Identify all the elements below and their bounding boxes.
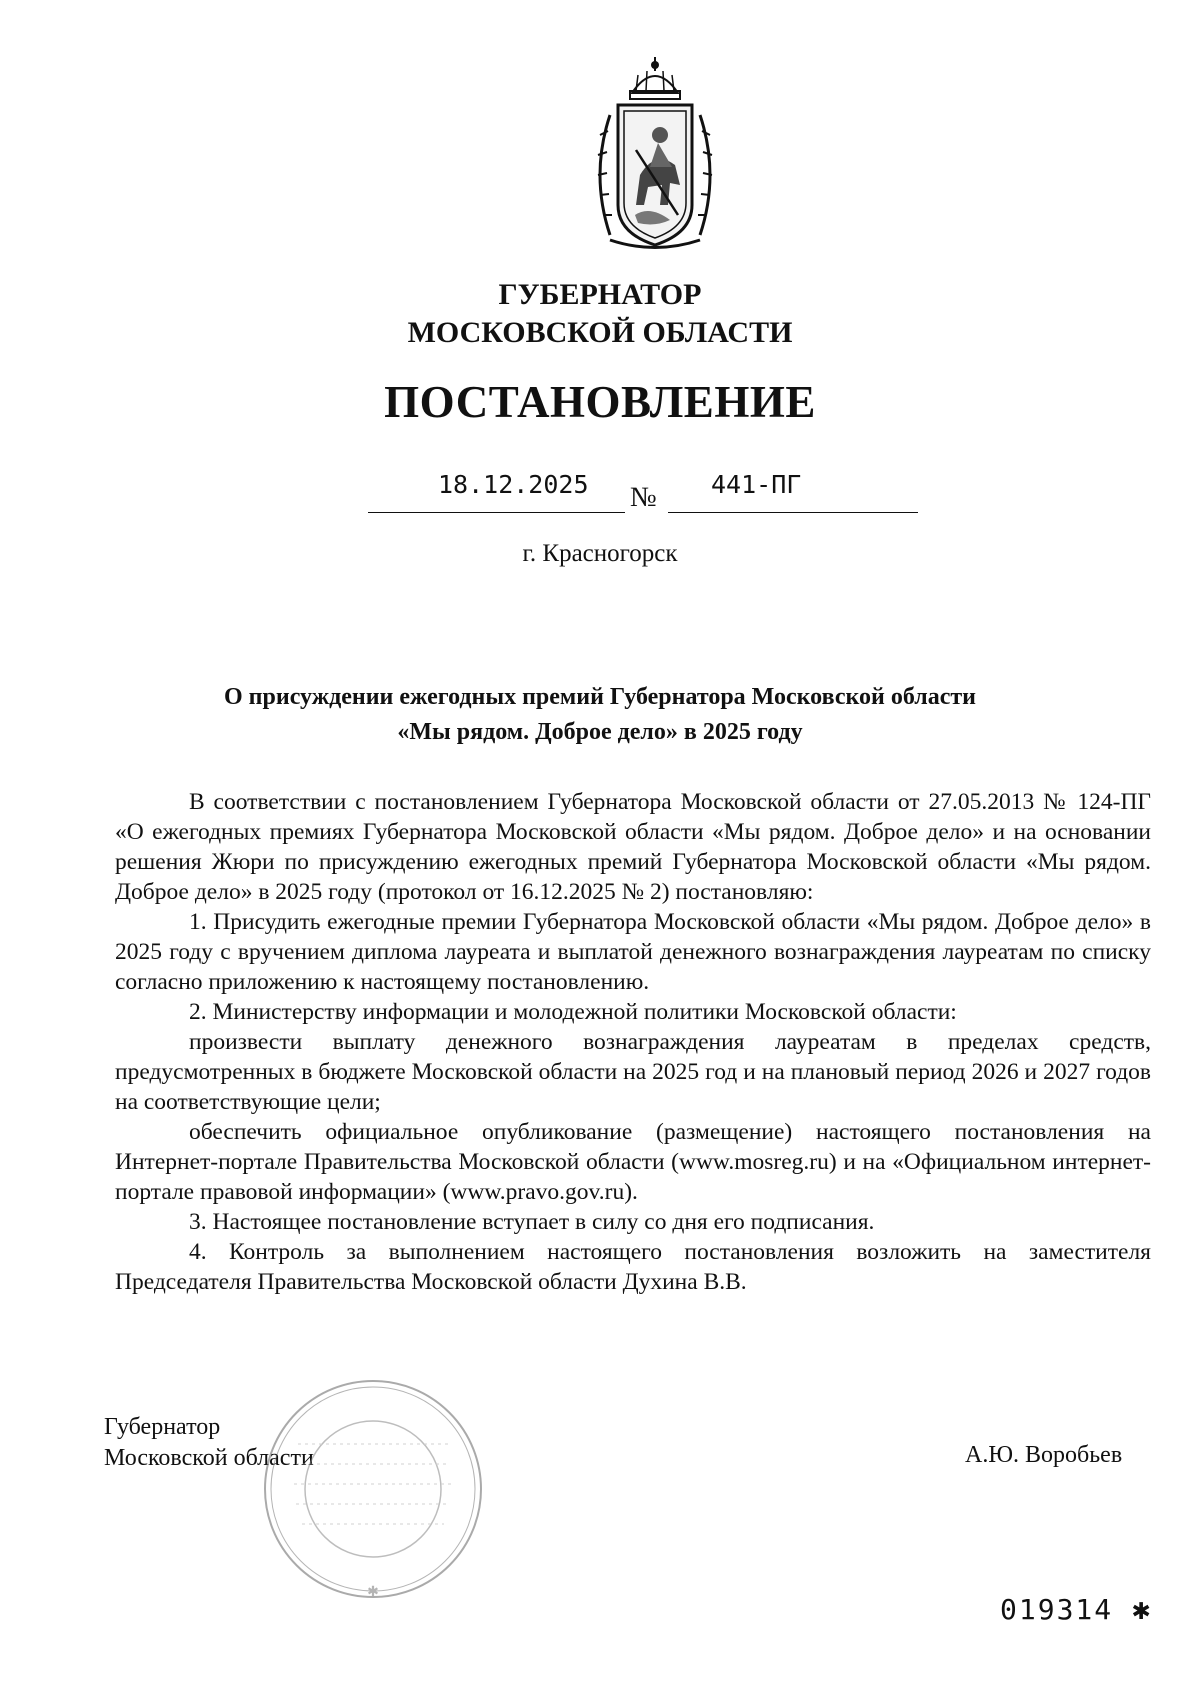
clause-3: 3. Настоящее постановление вступает в силу со дня его подписания. <box>189 1209 875 1235</box>
title-line-2: «Мы рядом. Доброе дело» в 2025 году <box>397 719 803 745</box>
preamble-paragraph: В соответствии с постановлением Губернатора Московской области от 27.05.2013 № 124-ПГ «О ежегодных премиях Губернатора Московской области «Мы рядом. Доброе дело» и на основании решения Жюри по присуждению ежегодных премий Губернатора Московской области «Мы рядом. Доброе дело» в 2025 году (протокол от 16.12.2025 № 2) постановляю: <box>115 789 1151 905</box>
serial-number-block <box>1000 1592 1152 1627</box>
registration-line <box>368 470 918 530</box>
coat-of-arms-icon <box>580 55 730 255</box>
document-number: 441-ПГ <box>711 470 802 499</box>
place-of-issue: г. Красногорск <box>522 540 678 567</box>
number-underline <box>668 512 918 513</box>
authority-line-2: МОСКОВСКОЙ ОБЛАСТИ <box>407 316 793 349</box>
authority-line-1: ГУБЕРНАТОР <box>498 278 702 311</box>
position-line-2: Московской области <box>104 1445 314 1471</box>
document-type: ПОСТАНОВЛЕНИЕ <box>384 377 816 427</box>
official-stamp <box>258 1374 488 1604</box>
clause-4: 4. Контроль за выполнением настоящего постановления возложить на заместителя Председателя Правительства Московской области Духина В.В. <box>115 1239 1151 1295</box>
serial-star-icon: ✱ <box>1132 1592 1153 1627</box>
authority-heading <box>0 276 1200 352</box>
position-line-1: Губернатор <box>104 1414 221 1440</box>
clause-1: 1. Присудить ежегодные премии Губернатора Московской области «Мы рядом. Доброе дело» в 2025 году с вручением диплома лауреата и выплатой денежного вознаграждения лауреатам по списку согласно приложению к настоящему постановлению. <box>115 909 1151 995</box>
document-date: 18.12.2025 <box>438 470 589 499</box>
date-underline <box>368 512 625 513</box>
svg-text:✱: ✱ <box>367 1584 379 1600</box>
clause-2-item-payment: произвести выплату денежного вознаграждения лауреатам в пределах средств, предусмотренных в бюджете Московской области на 2025 год и на плановый период 2026 и 2027 годов на соответствующие цели; <box>115 1029 1151 1115</box>
clause-2-item-publication: обеспечить официальное опубликование (размещение) настоящего постановления на Интернет-портале Правительства Московской области (www.mosreg.ru) и на «Официальном интернет-портале правовой информации» (www.pravo.gov.ru). <box>115 1119 1151 1205</box>
signatory-name: А.Ю. Воробьев <box>965 1442 1123 1468</box>
title-line-1: О присуждении ежегодных премий Губернатора Московской области <box>224 684 976 710</box>
clause-2: 2. Министерству информации и молодежной политики Московской области: <box>189 999 957 1025</box>
document-title <box>150 680 1050 750</box>
number-sign: № <box>630 482 657 513</box>
document-body <box>115 787 1151 1297</box>
serial-number: 019314 <box>1000 1593 1114 1626</box>
